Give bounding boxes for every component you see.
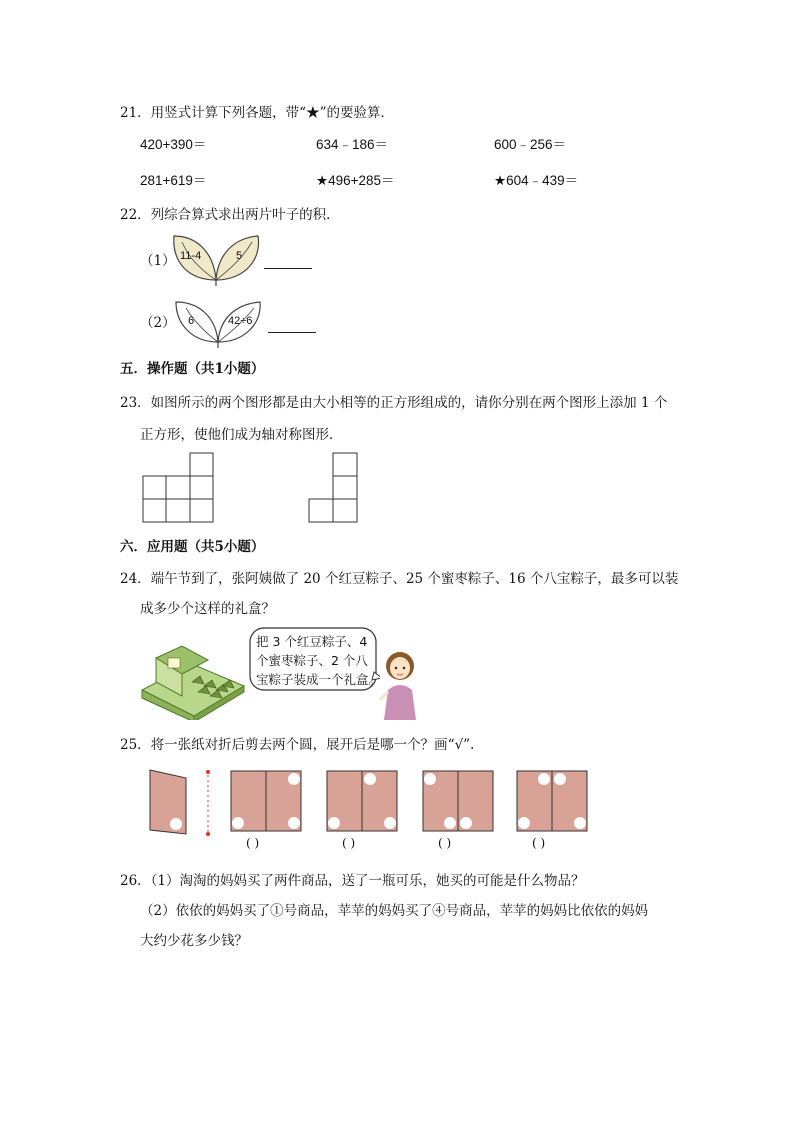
q21-item-3: 600﹣256＝ xyxy=(494,137,567,152)
answer-paren-a[interactable]: ( ) xyxy=(246,836,260,850)
q21-label: 21．用竖式计算下列各题，带“★”的要验算． xyxy=(120,105,394,121)
leaf-2-left-text: 6 xyxy=(188,315,195,327)
leaf-1-right-text: 5 xyxy=(236,250,243,262)
q22-answer-blank-1[interactable] xyxy=(264,254,312,269)
leaf-2-right-text: 42÷6 xyxy=(228,315,253,327)
q26-line-2: （2）依依的妈妈买了①号商品，苹苹的妈妈买了④号商品，苹苹的妈妈比依依的妈妈 xyxy=(140,903,649,919)
q25-label: 25．将一张纸对折后剪去两个圆，展开后是哪一个？画“√”． xyxy=(120,737,484,753)
leaf-pair-2 xyxy=(170,296,266,352)
q24-line-2: 成多少个这样的礼盒？ xyxy=(140,601,275,617)
bubble-line-3: 宝粽子装成一个礼盒。 xyxy=(256,672,382,687)
q26-line-3: 大约少花多少钱？ xyxy=(140,933,248,949)
bubble-line-1: 把 3 个红豆粽子、4 xyxy=(256,634,368,649)
q21-item-4: 281+619＝ xyxy=(140,173,207,188)
q22-label: 22．列综合算式求出两片叶子的积． xyxy=(120,207,340,223)
q22-part1-number: （1） xyxy=(140,253,176,269)
girl-illustration xyxy=(378,650,422,722)
q24-line-1: 24．端午节到了，张阿姨做了 20 个红豆粽子、25 个蜜枣粽子、16 个八宝粽子，最多可以装 xyxy=(120,571,679,587)
q23-line-2: 正方形，使他们成为轴对称图形． xyxy=(140,427,343,443)
folded-paper-illustration xyxy=(146,768,216,838)
q22-answer-blank-2[interactable] xyxy=(268,318,316,333)
unfolded-option-d[interactable] xyxy=(516,770,588,832)
unfolded-option-b[interactable] xyxy=(326,770,398,832)
q22-part2-number: （2） xyxy=(140,315,176,331)
answer-paren-b[interactable]: ( ) xyxy=(342,836,356,850)
square-figure-1 xyxy=(142,452,216,524)
speech-bubble-text xyxy=(256,632,381,689)
unfolded-option-c[interactable] xyxy=(422,770,494,832)
square-figure-2 xyxy=(308,452,360,524)
section-5-title: 五．操作题（共1小题） xyxy=(120,361,265,377)
leaf-1-left-text: 11-4 xyxy=(180,250,202,262)
q23-line-1: 23．如图所示的两个图形都是由大小相等的正方形组成的，请你分别在两个图形上添加 1 个 xyxy=(120,395,668,411)
q21-item-6: ★604﹣439＝ xyxy=(494,173,579,188)
q21-item-1: 420+390＝ xyxy=(140,137,207,152)
q21-item-5: ★496+285＝ xyxy=(316,173,395,188)
zongzi-gift-box-illustration xyxy=(138,638,248,720)
answer-paren-d[interactable]: ( ) xyxy=(532,836,546,850)
section-6-title: 六．应用题（共5小题） xyxy=(120,539,265,555)
leaf-pair-1 xyxy=(168,232,264,288)
unfolded-option-a[interactable] xyxy=(230,770,302,832)
answer-paren-c[interactable]: ( ) xyxy=(438,836,452,850)
q26-line-1: 26．（1）淘淘的妈妈买了两件商品，送了一瓶可乐，她买的可能是什么物品？ xyxy=(120,873,585,889)
q21-item-2: 634﹣186＝ xyxy=(316,137,389,152)
bubble-line-2: 个蜜枣粽子、2 个八 xyxy=(256,653,368,668)
